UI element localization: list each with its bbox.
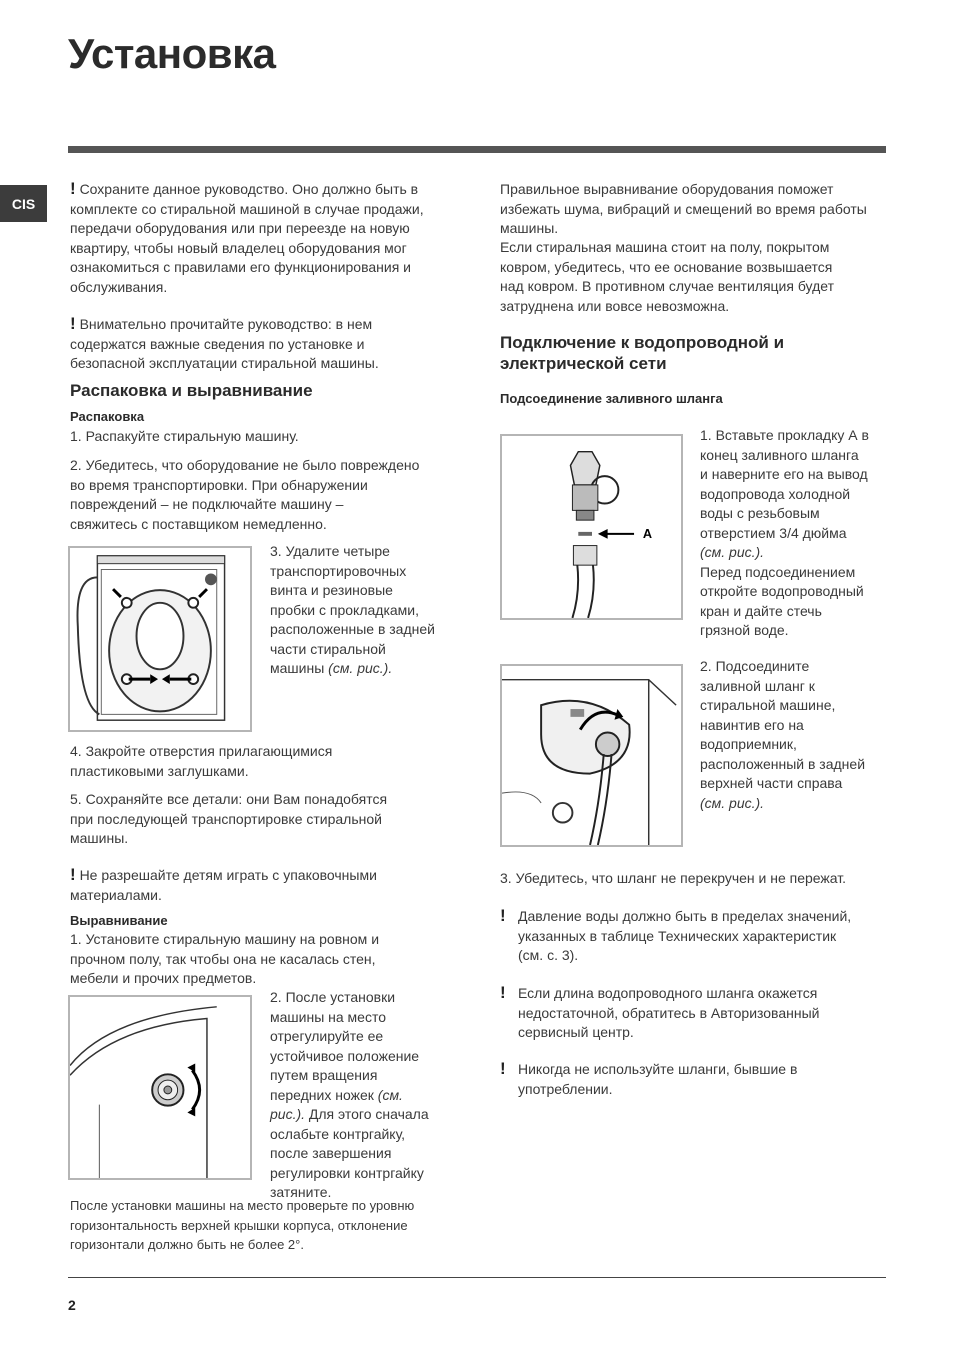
warning-text: Сохраните данное руководство. Оно должно быть в комплекте со стиральной машиной в случае продажи, передачи оборудования или при переезде на новую квартиру, чтобы новый владелец оборудования мог ознакомиться с правилами его функционирования и обслуживания. — [70, 181, 424, 295]
level-step-2 — [270, 988, 429, 1203]
gasket-label: A — [642, 525, 653, 541]
step-text: 3. Удалите четыре транспортировочных винта и резиновые пробки с прокладками, расположенные в задней части стиральной машины — [270, 543, 435, 676]
page-title: Установка — [68, 30, 276, 77]
figure-reference: (см. рис.). — [270, 1086, 403, 1122]
subtitle-unpacking: Распаковка — [70, 409, 145, 424]
subtitle-inlet-hose: Подсоединение заливного шланга — [500, 391, 723, 406]
tap-and-hose-illustration — [502, 436, 681, 618]
hose-step-3: 3. Убедитесь, что шланг не перекручен и не пережат. — [500, 870, 847, 886]
step-text: 2. После установки машины на место отрегулируйте ее устойчивое положение путем вращения передних ножек — [270, 989, 420, 1103]
step-text: Перед подсоединением откройте водопроводный кран и дайте стечь грязной воде. — [700, 563, 864, 638]
title-divider — [68, 146, 886, 153]
level-after-note: После установки машины на место проверьте по уровню горизонтальность верхней крышки корпуса, отклонение горизонтали должно быть не более 2°. — [70, 1198, 415, 1252]
section-title-unpacking: Распаковка и выравнивание — [70, 381, 313, 400]
figure-hose-gasket — [500, 434, 683, 620]
warning-icon: ! — [70, 179, 76, 198]
hose-step-2 — [700, 657, 865, 813]
unpack-step-4: 4. Закройте отверстия прилагающимися пластиковыми заглушками. — [70, 743, 333, 779]
level-step-1: 1. Установите стиральную машину на ровном и прочном полу, так чтобы она не касалась стен, мебели и прочих предметов. — [70, 931, 380, 986]
subtitle-leveling: Выравнивание — [70, 913, 168, 928]
warning-icon: ! — [500, 983, 506, 1002]
footer-divider — [68, 1277, 886, 1278]
warning-icon: ! — [500, 1059, 506, 1078]
hose-step-1 — [700, 426, 869, 641]
warning-keep-manual — [70, 179, 424, 297]
figure-machine-back-screws — [68, 546, 252, 732]
figure-hose-connection — [500, 664, 683, 847]
warning-children — [70, 865, 377, 905]
unpack-step-5: 5. Сохраняйте все детали: они Вам понадобятся при последующей транспортировке стиральной машины. — [70, 791, 388, 846]
language-tab: CIS — [0, 185, 47, 222]
figure-reference: (см. рис.). — [328, 660, 393, 676]
carpet-note-text: Если стиральная машина стоит на полу, покрытом ковром, убедитесь, что ее основание возвышается над ковром. В противном случае вентиляция будет затруднена или вовсе невозможна. — [500, 239, 834, 314]
step-text: Для этого сначала ослабьте контргайку, после завершения регулировки контргайку затяните. — [270, 1106, 429, 1200]
unpack-step-3 — [270, 542, 435, 679]
warning-text: Внимательно прочитайте руководство: в нем содержатся важные сведения по установке и безопасной эксплуатации стиральной машины. — [70, 316, 379, 371]
warning-water-pressure: Давление воды должно быть в пределах значений, указанных в таблице Технических характеристик (см. с. 3). — [518, 908, 852, 963]
figure-adjustable-feet — [68, 995, 252, 1180]
page-number: 2 — [68, 1297, 76, 1313]
warning-icon: ! — [500, 906, 506, 925]
step-text: 2. Подсоедините заливной шланг к стиральной машине, навинтив его на водоприемник, расположенный в задней верхней части справа — [700, 658, 866, 791]
warning-text: Не разрешайте детям играть с упаковочными материалами. — [70, 867, 377, 903]
machine-inlet-illustration — [502, 666, 681, 845]
figure-reference: (см. рис.). — [700, 544, 765, 560]
step-text: 1. Вставьте прокладку А в конец заливного шланга и наверните его на вывод водопровода холодной воды с резьбовым отверстием 3/4 дюйма — [700, 427, 869, 541]
warning-icon: ! — [70, 865, 76, 884]
warning-icon: ! — [70, 314, 76, 333]
warning-hose-length: Если длина водопроводного шланга окажется недостаточной, обратитесь в Авторизованный сервисный центр. — [518, 985, 820, 1040]
warning-read-manual — [70, 314, 379, 374]
figure-reference: (см. рис.). — [700, 794, 765, 811]
unpack-step-2: 2. Убедитесь, что оборудование не было повреждено во время транспортировки. При обнаружении повреждений – не подключайте машину – свяжитесь с поставщиком немедленно. — [70, 457, 420, 532]
unpack-step-1: 1. Распакуйте стиральную машину. — [70, 428, 299, 444]
machine-back-illustration — [70, 548, 250, 730]
section-title-connection: Подключение к водопроводной и электрической сети — [500, 333, 785, 373]
machine-foot-illustration — [70, 997, 250, 1178]
warning-used-hoses: Никогда не используйте шланги, бывшие в употреблении. — [518, 1061, 798, 1097]
leveling-benefit-text: Правильное выравнивание оборудования поможет избежать шума, вибраций и смещений во время работы машины. — [500, 181, 867, 236]
